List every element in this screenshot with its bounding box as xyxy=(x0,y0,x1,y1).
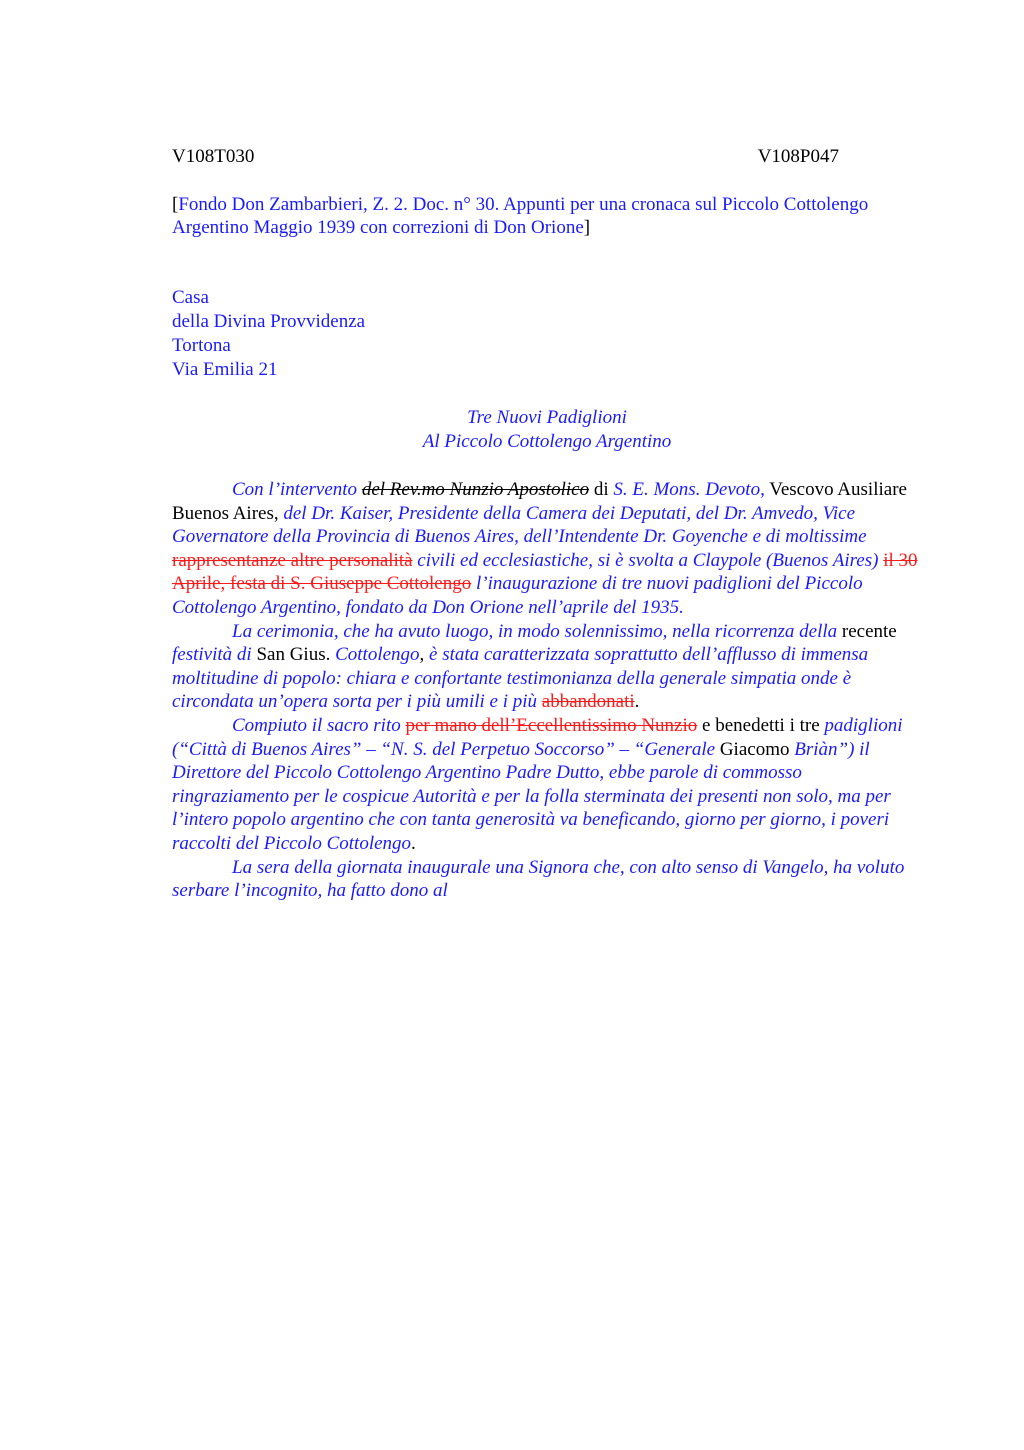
archive-note xyxy=(172,193,872,239)
text-span: Briàn”) il Direttore del Piccolo Cottolengo Argentino Padre Dutto, ebbe parole di commosso ringraziamento per le cospicue Autorità e per la folla sterminata dei presenti non solo, ma per l’intero popolo argentino che con tanta generosità va beneficando, giorno per giorno, i poveri raccolti del Piccolo Cottolengo xyxy=(172,738,891,854)
text-span: Giacomo xyxy=(715,738,795,760)
paragraph-3 xyxy=(172,714,922,856)
text-span: Vescovo Ausiliare Buenos Aires, xyxy=(172,479,907,524)
address-block xyxy=(172,286,922,382)
address-line: Casa xyxy=(172,287,209,308)
paragraph-4 xyxy=(172,856,922,903)
right-reference-code: V108P047 xyxy=(757,146,839,167)
text-span: Compiuto il sacro rito xyxy=(232,714,406,736)
archive-note-text: Fondo Don Zambarbieri, Z. 2. Doc. n° 30. Appunti per una cronaca sul Piccolo Cottolengo Argentino Maggio 1939 con correzioni di Don Orione xyxy=(172,194,869,238)
title-line: Tre Nuovi Padiglioni xyxy=(467,407,627,428)
address-line: Via Emilia 21 xyxy=(172,359,278,380)
text-span: del Dr. Kaiser, Presidente della Camera dei Deputati, del Dr. Amvedo, Vice Governatore della Provincia di Buenos Aires, dell’Intendente Dr. Goyenche e di moltissime xyxy=(172,502,867,548)
text-span: è stata caratterizzata soprattutto dell’afflusso di immensa moltitudine di popolo: chiara e confortante testimonianza della generale simpatia onde è circondata un’opera sorta per i più umili e i più xyxy=(172,644,869,713)
struck-text: del Rev.mo Nunzio Apostolico xyxy=(361,479,590,500)
text-span: l’inaugurazione di tre nuovi padiglioni del Piccolo Cottolengo Argentino, fondato da Don Orione nell’aprile del 1935. xyxy=(172,573,863,618)
text-span: Con l’intervento xyxy=(232,479,362,500)
title-line: Al Piccolo Cottolengo Argentino xyxy=(422,431,672,452)
text-span: e benedetti i tre xyxy=(697,714,825,736)
text-span: S. E. Mons. Devoto, xyxy=(613,479,765,500)
left-reference-code: V108T030 xyxy=(172,146,255,167)
text-span: La cerimonia, che ha avuto luogo, in modo solennissimo, nella ricorrenza della xyxy=(232,620,838,642)
close-bracket: ] xyxy=(583,217,591,238)
text-span: . xyxy=(634,691,640,713)
text-span: Cottolengo xyxy=(335,644,420,666)
text-span: . xyxy=(411,832,416,854)
text-span: civili ed ecclesiastiche, si è svolta a Claypole (Buenos Aires) xyxy=(412,549,884,571)
text-span: La sera della giornata inaugurale una Signora che, con alto senso di Vangelo, ha voluto serbare l’incognito, ha fatto dono al xyxy=(172,856,905,902)
text-span: padiglioni (“Città di Buenos Aires” – “N. S. del Perpetuo Soccorso” – “Generale xyxy=(172,714,903,760)
text-span: festività di xyxy=(172,644,252,666)
struck-text: per mano dell’Eccellentissimo Nunzio xyxy=(405,714,698,736)
text-span: di xyxy=(589,479,614,500)
address-line: della Divina Provvidenza xyxy=(172,311,366,332)
struck-text: abbandonati xyxy=(541,691,635,713)
address-line: Tortona xyxy=(172,335,231,356)
open-bracket: [ xyxy=(172,194,179,215)
reference-codes xyxy=(172,145,839,169)
text-span: , xyxy=(419,644,430,666)
article-body xyxy=(172,478,922,903)
paragraph-2 xyxy=(172,620,922,714)
struck-text: il 30 Aprile, festa di S. Giuseppe Cottolengo xyxy=(172,549,918,595)
document-page xyxy=(172,145,922,903)
text-span: San Gius. xyxy=(251,644,336,666)
struck-text: rappresentanze altre personalità xyxy=(172,549,413,571)
paragraph-1 xyxy=(172,478,922,620)
text-span: recente xyxy=(837,620,897,642)
document-title xyxy=(172,406,922,454)
